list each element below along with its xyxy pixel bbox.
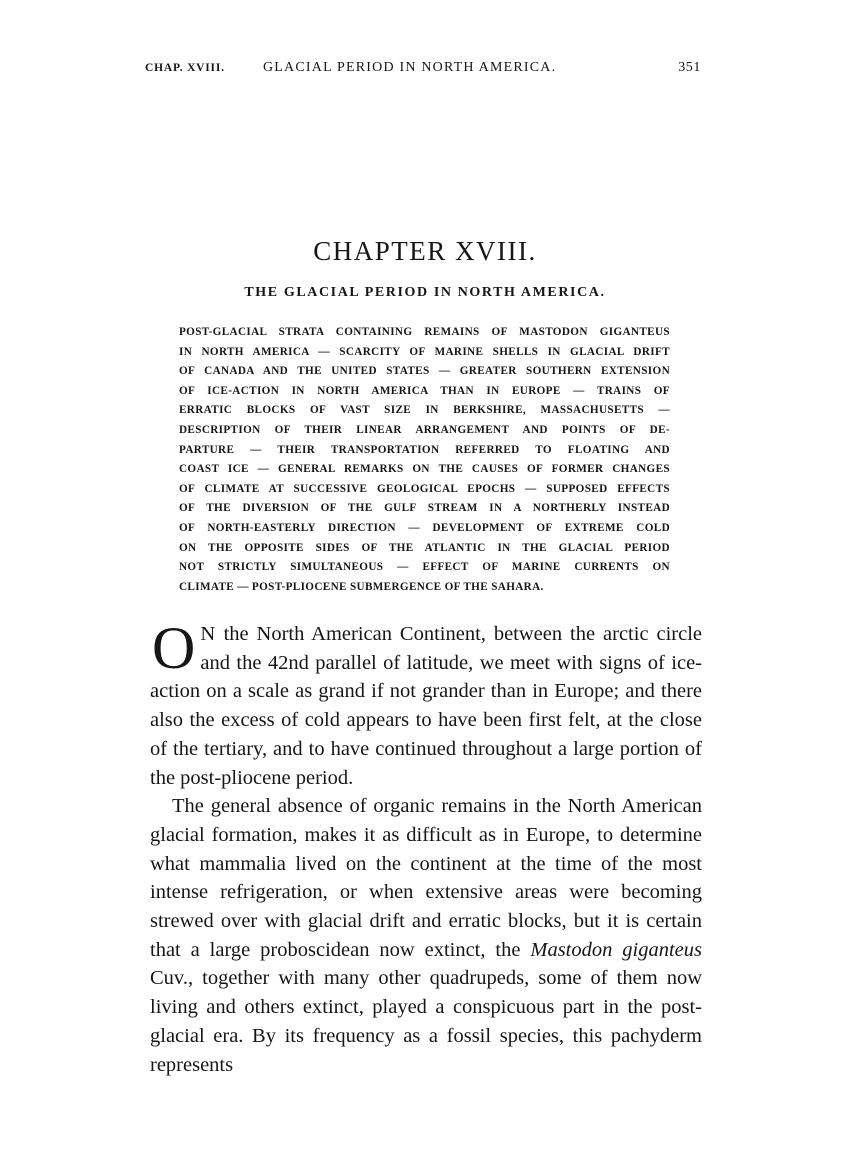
synopsis-line: PARTURE — THEIR TRANSPORTATION REFERRED TO FLOATING AND <box>179 443 670 456</box>
synopsis-line: ERRATIC BLOCKS OF VAST SIZE IN BERKSHIRE, MASSACHUSETTS — <box>179 404 670 417</box>
drop-cap: O <box>152 615 196 681</box>
synopsis-line: POST-GLACIAL STRATA CONTAINING REMAINS OF MASTODON GIGANTEUS <box>179 326 670 338</box>
chapter-number: CHAPTER XVIII. <box>313 236 537 266</box>
paragraph-2 <box>150 792 702 1079</box>
first-word: N <box>200 623 216 645</box>
synopsis-line: OF NORTH-EASTERLY DIRECTION — DEVELOPMENT OF EXTREME COLD <box>179 521 670 534</box>
synopsis-line: OF THE DIVERSION OF THE GULF STREAM IN A NORTHERLY INSTEAD <box>179 502 670 515</box>
paragraph-2-text-a: The general absence of organic remains in the North American glacial formation, makes it as difficult as in Europe, to determine what mammalia lived on the continent at the time of the most intense refrigeration, or when extensive areas were becoming strewed over with glacial drift and erratic blocks, but it is certain that a large proboscidean now extinct, the <box>150 795 702 961</box>
synopsis-line: CLIMATE — POST-PLIOCENE SUBMERGENCE OF THE SAHARA. <box>179 580 544 593</box>
running-head-chapter: CHAP. XVIII. <box>145 62 225 74</box>
page-number: 351 <box>678 60 701 75</box>
paragraph-1-text: the North American Continent, between the arctic circle and the 42nd parallel of latitude, we meet with signs of ice-action on a scale as grand if not grander than in Europe; and there also the excess of cold appears to have been first felt, at the close of the tertiary, and to have continued throughout a large portion of the post-pliocene period. <box>150 623 702 789</box>
synopsis-line: COAST ICE — GENERAL REMARKS ON THE CAUSES OF FORMER CHANGES <box>179 463 670 476</box>
chapter-title: THE GLACIAL PERIOD IN NORTH AMERICA. <box>244 285 606 300</box>
body-text <box>150 615 703 1079</box>
synopsis-line: OF CLIMATE AT SUCCESSIVE GEOLOGICAL EPOCHS — SUPPOSED EFFECTS <box>179 482 670 495</box>
synopsis-line: ON THE OPPOSITE SIDES OF THE ATLANTIC IN THE GLACIAL PERIOD <box>179 541 670 554</box>
synopsis-line: IN NORTH AMERICA — SCARCITY OF MARINE SHELLS IN GLACIAL DRIFT <box>179 345 670 358</box>
species-name: Mastodon giganteus <box>530 938 703 961</box>
synopsis-line: OF CANADA AND THE UNITED STATES — GREATER SOUTHERN EXTENSION <box>179 365 670 378</box>
synopsis-line: DESCRIPTION OF THEIR LINEAR ARRANGEMENT AND POINTS OF DE- <box>179 423 670 436</box>
synopsis-line: OF ICE-ACTION IN NORTH AMERICA THAN IN EUROPE — TRAINS OF <box>179 384 670 397</box>
running-head-title: GLACIAL PERIOD IN NORTH AMERICA. <box>263 60 557 75</box>
chapter-synopsis <box>179 323 670 597</box>
running-head <box>145 60 705 84</box>
paragraph-2-text-b: Cuv., together with many other quadrupeds, some of them now living and others extinct, played a conspicuous part in the post-glacial era. By its frequency as a fossil species, this pachyderm represents <box>150 967 702 1076</box>
synopsis-line: NOT STRICTLY SIMULTANEOUS — EFFECT OF MARINE CURRENTS ON <box>179 561 670 574</box>
paragraph-1 <box>150 615 702 792</box>
